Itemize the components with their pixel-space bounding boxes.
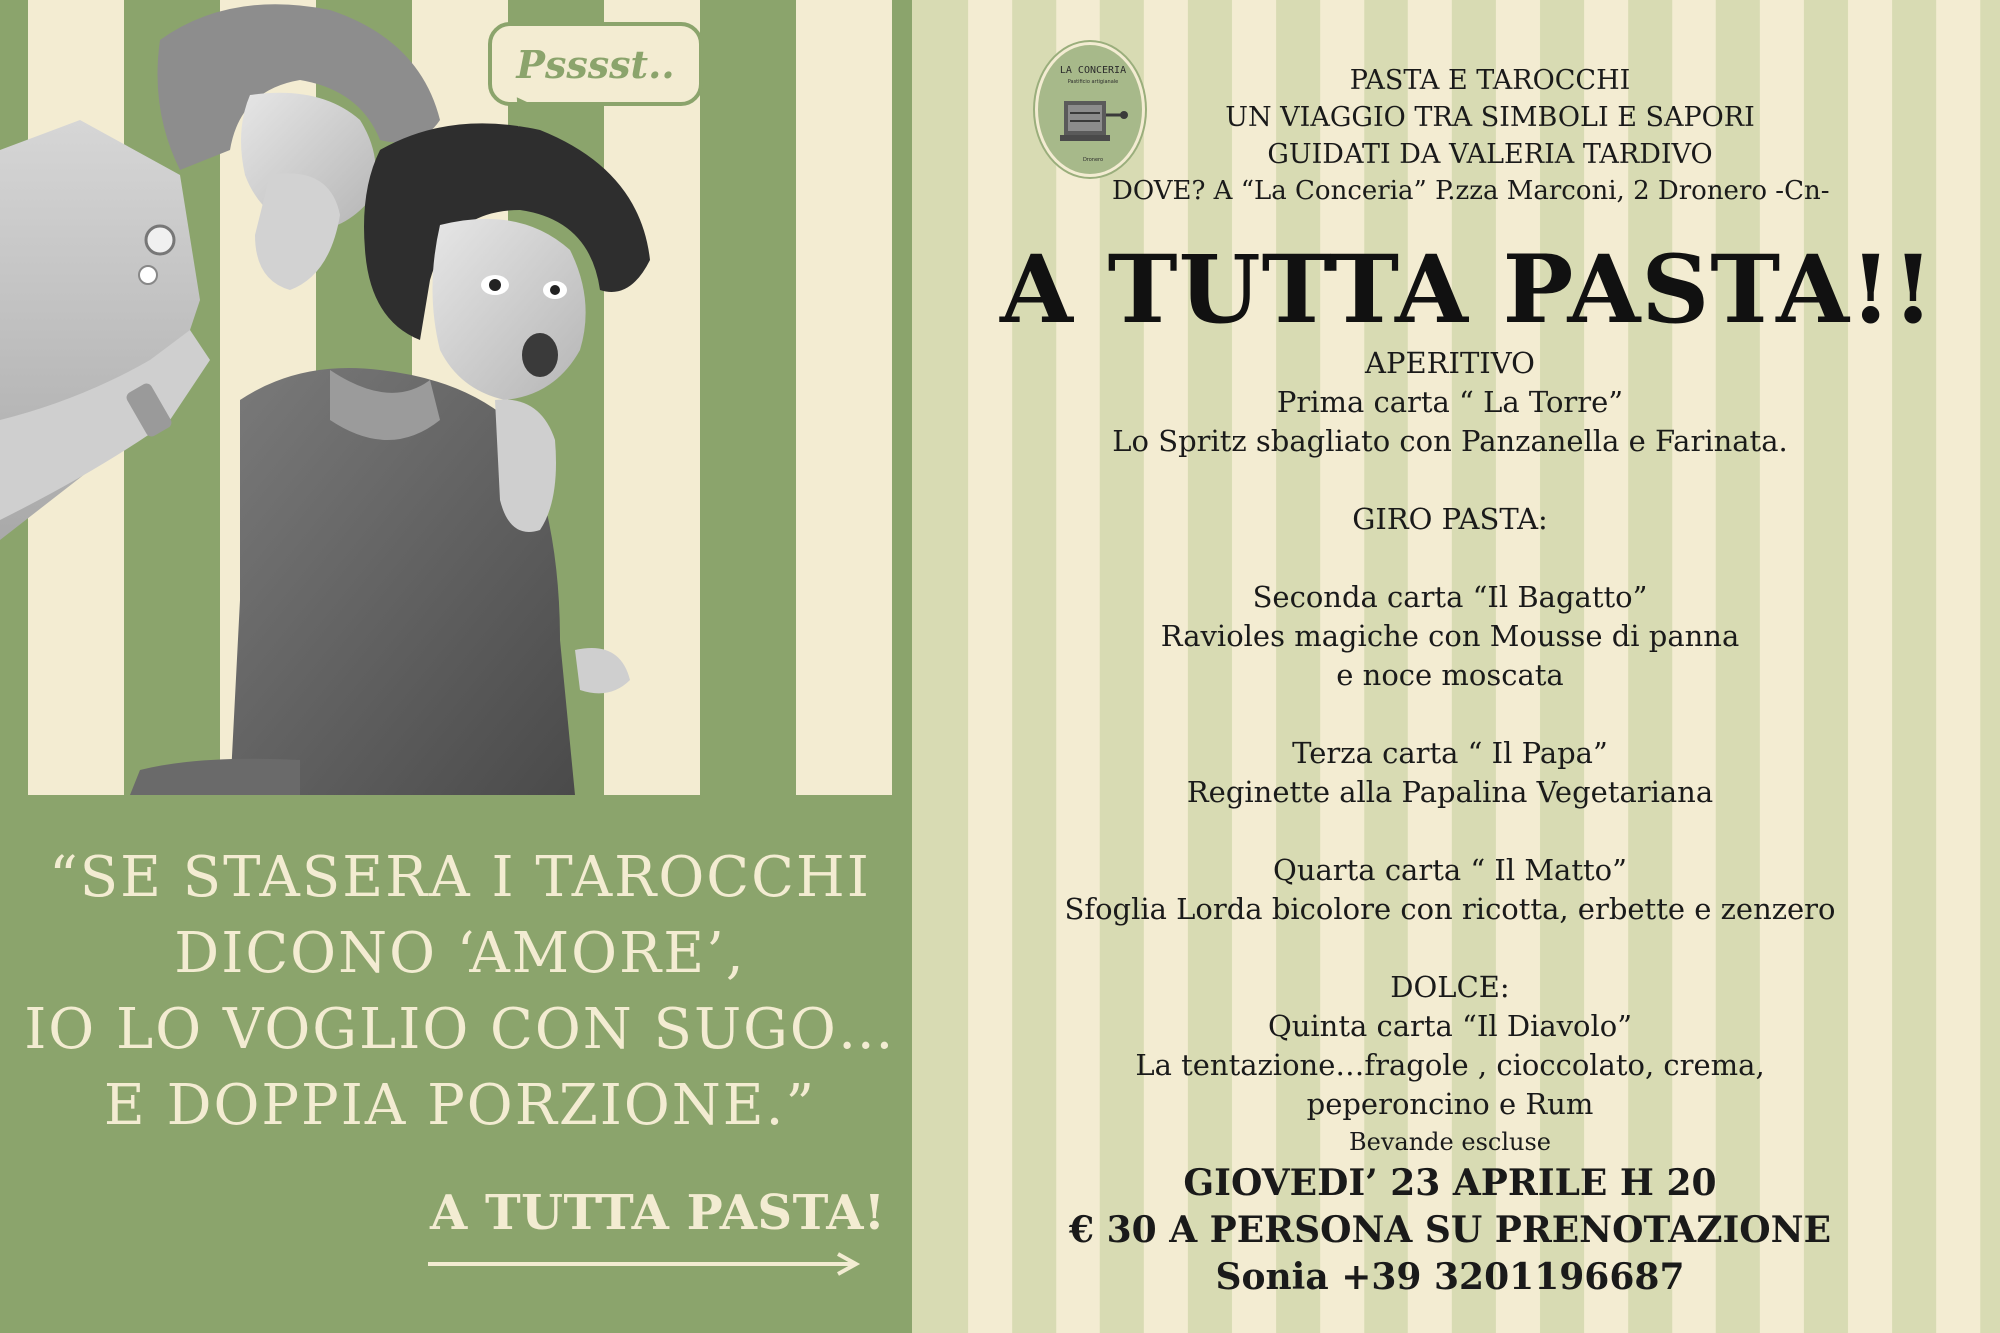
drinks-note: Bevande escluse bbox=[1349, 1128, 1551, 1156]
logo-subtitle: Pastificio artigianale bbox=[1067, 79, 1119, 85]
card-2: Seconda carta “Il Bagatto” bbox=[1252, 580, 1648, 614]
header-location: DOVE? A “La Conceria” P.zza Marconi, 2 Dronero -Cn- bbox=[1112, 176, 1830, 206]
aperitivo-dish: Lo Spritz sbagliato con Panzanella e Farinata. bbox=[1112, 424, 1788, 458]
speech-bubble bbox=[488, 22, 703, 106]
left-panel bbox=[0, 0, 912, 1333]
dish-2a: Ravioles magiche con Mousse di panna bbox=[1160, 619, 1740, 653]
menu bbox=[1000, 344, 1900, 1301]
header-line-2: UN VIAGGIO TRA SIMBOLI E SAPORI bbox=[1225, 102, 1755, 133]
event-header bbox=[1070, 62, 1910, 210]
event-price: € 30 A PERSONA SU PRENOTAZIONE bbox=[1068, 1209, 1832, 1251]
header-line-3: GUIDATI DA VALERIA TARDIVO bbox=[1267, 139, 1713, 170]
dish-3: Reginette alla Papalina Vegetariana bbox=[1186, 775, 1714, 809]
left-cta-text: A TUTTA PASTA! bbox=[430, 1185, 886, 1241]
event-contact: Sonia +39 3201196687 bbox=[1215, 1256, 1685, 1298]
quote-line-3: IO LO VOGLIO CON SUGO… bbox=[24, 997, 896, 1062]
dolce-heading: DOLCE: bbox=[1390, 970, 1510, 1004]
dish-4: Sfoglia Lorda bicolore con ricotta, erbette e zenzero bbox=[1064, 892, 1836, 926]
dish-5a: La tentazione…fragole , cioccolato, crema, bbox=[1135, 1048, 1765, 1082]
arrow-right-icon bbox=[428, 1252, 868, 1276]
tarot-quote bbox=[20, 840, 900, 1144]
quote-line-4: E DOPPIA PORZIONE.” bbox=[103, 1073, 817, 1138]
card-4: Quarta carta “ Il Matto” bbox=[1273, 853, 1627, 887]
speech-text: Psssst.. bbox=[516, 41, 675, 87]
quote-line-2: DICONO ‘AMORE’, bbox=[174, 921, 746, 986]
aperitivo-card: Prima carta “ La Torre” bbox=[1276, 385, 1624, 419]
logo-footer: Dronero bbox=[1082, 157, 1104, 163]
card-5: Quinta carta “Il Diavolo” bbox=[1267, 1009, 1633, 1043]
dish-2b: e noce moscata bbox=[1336, 658, 1564, 692]
quote-line-1: “SE STASERA I TAROCCHI bbox=[49, 845, 871, 910]
aperitivo-heading: APERITIVO bbox=[1365, 346, 1535, 380]
main-title: A TUTTA PASTA!! bbox=[1000, 235, 1935, 345]
logo-name: LA CONCERIA bbox=[1059, 65, 1127, 76]
dish-5b: peperoncino e Rum bbox=[1306, 1087, 1594, 1121]
header-line-1: PASTA E TAROCCHI bbox=[1349, 65, 1631, 96]
card-3: Terza carta “ Il Papa” bbox=[1292, 736, 1608, 770]
giro-pasta-heading: GIRO PASTA: bbox=[1352, 502, 1548, 536]
event-date: GIOVEDI’ 23 APRILE H 20 bbox=[1183, 1162, 1717, 1204]
retro-photo-two-women bbox=[0, 0, 700, 795]
